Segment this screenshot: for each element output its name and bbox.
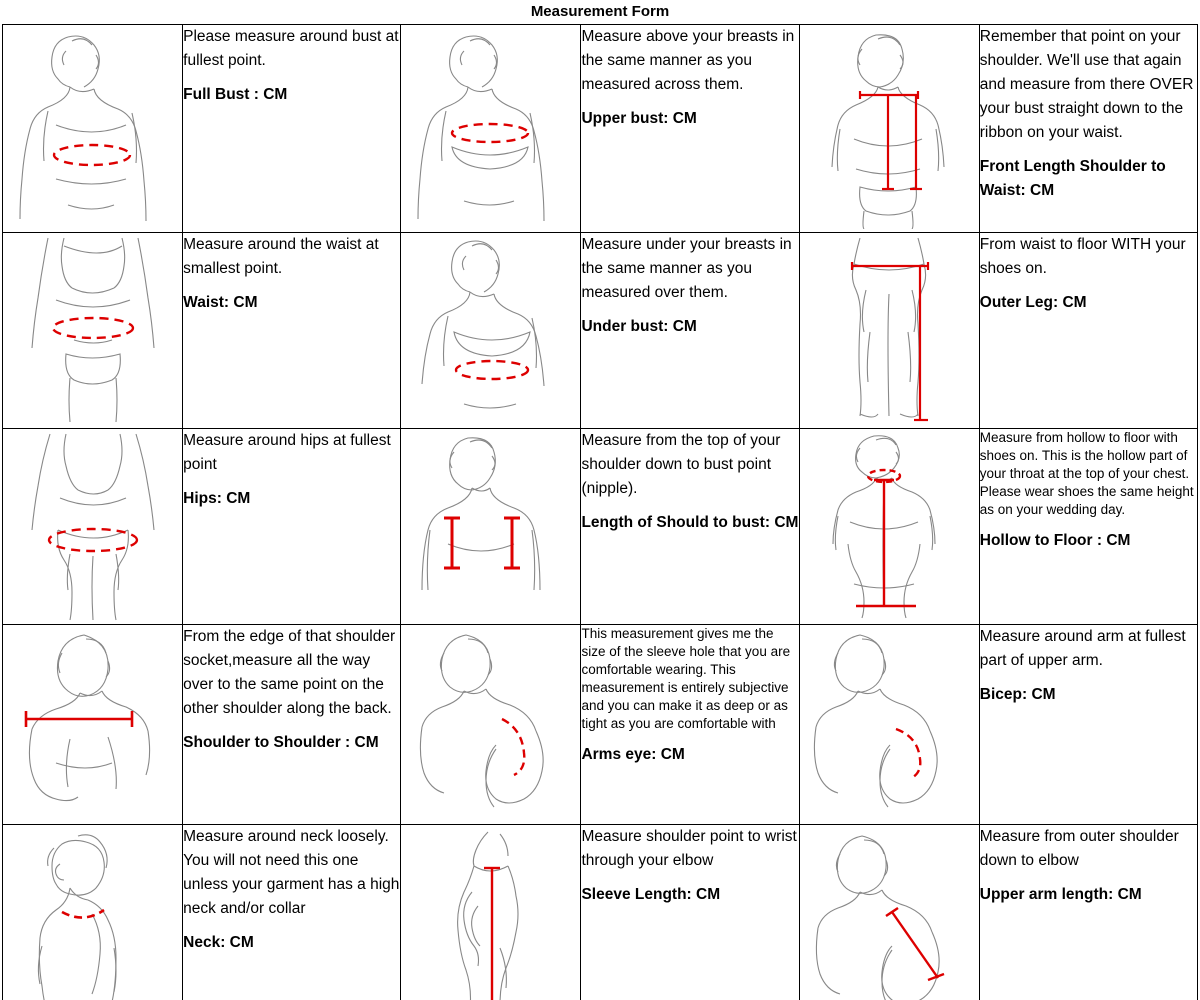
table-row [3,825,1198,1000]
measure-label [980,529,1197,553]
measure-description: From waist to floor WITH your shoes on. [979,236,1186,277]
measure-description: Measure shoulder point to wrist through your elbow [581,828,797,869]
measure-unit: CM [1062,294,1087,311]
table-row [3,625,1198,825]
measure-label [581,107,798,131]
measure-unit: CM [233,294,258,311]
description-cell [581,25,799,233]
measure-label-text: Upper arm length: [979,886,1114,903]
measure-description: Measure around hips at fullest point [183,432,391,473]
measure-description: Measure around the waist at smallest point. [183,236,379,277]
description-cell [979,625,1197,825]
front-full-body-front-length-figure [804,29,974,229]
measure-label [183,731,400,755]
measure-label-text: Hips: [183,490,222,507]
measure-unit: CM [660,746,685,763]
measure-label [183,931,400,955]
measure-label [980,155,1197,203]
measure-unit: CM [263,86,288,103]
front-hips-figure [8,432,178,622]
neck-side-profile-figure [8,828,178,1000]
figure-cell [401,25,581,233]
description-cell [979,233,1197,429]
description-cell [581,429,799,625]
measure-description: Measure above your breasts in the same manner as you measured across them. [581,28,795,93]
measure-label [183,487,400,511]
figure-cell [401,233,581,429]
measure-label-text: Waist: [183,294,230,311]
measure-label-text: Length of Should to bust: [581,514,770,531]
measure-label-text: Upper bust: [581,110,669,127]
measure-label [581,511,798,535]
measure-description: Remember that point on your shoulder. We'll use that again and measure from there OVER your bust straight down to the ribbon on your waist. [979,28,1194,141]
table-row [3,429,1198,625]
measure-description: This measurement gives me the size of the sleeve hole that you are comfortable wearing. This measurement is entirely subjective and you can make it as deep or as tight as you are comfortable with [581,626,791,731]
back-legs-outer-leg-figure [804,236,974,426]
figure-cell [3,429,183,625]
description-cell [183,233,401,429]
measure-description: Please measure around bust at fullest point. [183,28,399,69]
description-cell [183,625,401,825]
measure-label-text: Under bust: [581,318,669,335]
measure-label [581,315,798,339]
arms-eye-figure [406,627,576,822]
figure-cell [401,625,581,825]
figure-cell [799,233,979,429]
measure-description: Measure from hollow to floor with shoes on. This is the hollow part of your throat at the top of your chest. Please wear shoes the same height as on your wedding day. [979,430,1194,517]
shoulder-to-bust-figure [406,432,576,622]
front-torso-upper-bust-figure [406,29,576,229]
upper-arm-length-figure [804,828,974,1000]
measure-unit: CM [229,934,254,951]
sleeve-length-figure [406,828,576,1000]
measure-unit: CM [226,490,251,507]
measure-unit: CM [696,886,721,903]
measure-unit: CM [354,734,379,751]
figure-cell [799,429,979,625]
description-cell [581,233,799,429]
measurement-table [2,24,1198,1000]
description-cell [183,825,401,1000]
measure-description: From the edge of that shoulder socket,measure all the way over to the same point on the other shoulder along the back. [183,628,396,717]
figure-cell [3,233,183,429]
measure-label-text: Shoulder to Shoulder : [183,734,351,751]
measure-unit: CM [1106,532,1131,549]
hollow-to-floor-figure [804,432,974,622]
measure-unit: CM [1030,182,1055,199]
measure-description: Measure from the top of your shoulder down to bust point (nipple). [581,432,781,497]
bicep-figure [804,627,974,822]
measure-label [980,291,1197,315]
measure-label [980,883,1197,907]
description-cell [183,429,401,625]
measure-unit: CM [774,514,799,531]
description-cell [581,825,799,1000]
table-row [3,25,1198,233]
measure-label-text: Sleeve Length: [581,886,692,903]
description-cell [979,825,1197,1000]
measure-label-text: Bicep: [979,686,1028,703]
measure-unit: CM [672,318,697,335]
measure-unit: CM [672,110,697,127]
measure-description: Measure around neck loosely. You will not need this one unless your garment has a high neck and/or collar [183,828,400,917]
front-torso-bust-figure [8,29,178,229]
measure-label-text: Full Bust : [183,86,259,103]
measure-label [183,291,400,315]
measure-description: Measure from outer shoulder down to elbow [979,828,1179,869]
figure-cell [799,825,979,1000]
measure-label-text: Neck: [183,934,226,951]
figure-cell [799,25,979,233]
figure-cell [3,825,183,1000]
figure-cell [3,625,183,825]
measure-label-text: Hollow to Floor : [979,532,1103,549]
figure-cell [3,25,183,233]
description-cell [581,625,799,825]
measure-label [980,683,1197,707]
measure-label-text: Arms eye: [581,746,657,763]
measure-label-text: Outer Leg: [979,294,1059,311]
description-cell [979,429,1197,625]
back-shoulder-to-shoulder-figure [8,627,178,822]
front-torso-waist-figure [8,236,178,426]
page-title: Measurement Form [530,3,670,20]
measure-description: Measure under your breasts in the same manner as you measured over them. [581,236,792,301]
measure-label [581,883,798,907]
measure-label [183,83,400,107]
measure-label-text: Front Length Shoulder to Waist: [979,158,1166,199]
measure-unit: CM [1117,886,1142,903]
figure-cell [401,429,581,625]
measure-unit: CM [1031,686,1056,703]
measure-label [581,743,798,767]
table-row [3,233,1198,429]
measure-description: Measure around arm at fullest part of upper arm. [979,628,1186,669]
figure-cell [799,625,979,825]
figure-cell [401,825,581,1000]
description-cell [979,25,1197,233]
front-torso-under-bust-figure [406,236,576,426]
description-cell [183,25,401,233]
